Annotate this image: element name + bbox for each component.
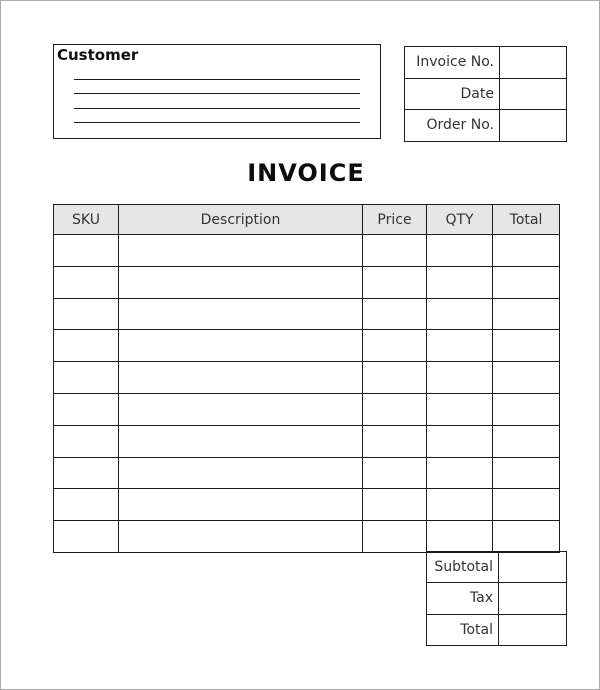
item-cell-description[interactable] — [119, 425, 363, 457]
item-cell-total[interactable] — [493, 330, 560, 362]
item-cell-qty[interactable] — [427, 235, 493, 267]
item-cell-total[interactable] — [493, 425, 560, 457]
item-cell-total[interactable] — [493, 298, 560, 330]
customer-label: Customer — [57, 46, 139, 64]
customer-box — [53, 44, 381, 139]
col-header-qty: QTY — [427, 205, 493, 235]
total-field[interactable] — [499, 614, 567, 645]
item-cell-qty[interactable] — [427, 393, 493, 425]
item-cell-price[interactable] — [363, 521, 427, 553]
date-field[interactable] — [500, 78, 567, 110]
item-cell-total[interactable] — [493, 457, 560, 489]
item-row — [54, 521, 560, 553]
item-cell-sku[interactable] — [54, 330, 119, 362]
invoice-no-label: Invoice No. — [405, 47, 500, 79]
col-header-price: Price — [363, 205, 427, 235]
subtotal-field[interactable] — [499, 552, 567, 583]
item-cell-qty[interactable] — [427, 362, 493, 394]
item-cell-qty[interactable] — [427, 457, 493, 489]
item-cell-description[interactable] — [119, 330, 363, 362]
item-cell-sku[interactable] — [54, 393, 119, 425]
item-cell-sku[interactable] — [54, 298, 119, 330]
summary-table — [426, 551, 567, 646]
col-header-total: Total — [493, 205, 560, 235]
item-cell-total[interactable] — [493, 489, 560, 521]
item-cell-qty[interactable] — [427, 489, 493, 521]
subtotal-label: Subtotal — [427, 552, 499, 583]
item-cell-price[interactable] — [363, 298, 427, 330]
invoice-info-table — [404, 46, 567, 142]
item-cell-total[interactable] — [493, 266, 560, 298]
item-cell-price[interactable] — [363, 457, 427, 489]
item-cell-sku[interactable] — [54, 362, 119, 394]
summary-row-subtotal — [427, 552, 567, 583]
summary-row-total — [427, 614, 567, 645]
item-row — [54, 425, 560, 457]
item-cell-description[interactable] — [119, 362, 363, 394]
item-cell-description[interactable] — [119, 521, 363, 553]
customer-line[interactable] — [74, 93, 360, 94]
total-label: Total — [427, 614, 499, 645]
item-cell-qty[interactable] — [427, 425, 493, 457]
tax-field[interactable] — [499, 583, 567, 614]
item-cell-total[interactable] — [493, 235, 560, 267]
item-cell-qty[interactable] — [427, 521, 493, 553]
item-cell-qty[interactable] — [427, 266, 493, 298]
item-row — [54, 362, 560, 394]
items-header-row — [54, 205, 560, 235]
item-cell-price[interactable] — [363, 362, 427, 394]
info-row-invoice-no — [405, 47, 567, 79]
item-cell-price[interactable] — [363, 425, 427, 457]
summary-row-tax — [427, 583, 567, 614]
item-cell-total[interactable] — [493, 362, 560, 394]
item-cell-description[interactable] — [119, 266, 363, 298]
item-row — [54, 298, 560, 330]
item-cell-description[interactable] — [119, 235, 363, 267]
item-cell-sku[interactable] — [54, 457, 119, 489]
col-header-sku: SKU — [54, 205, 119, 235]
item-cell-qty[interactable] — [427, 330, 493, 362]
item-cell-price[interactable] — [363, 489, 427, 521]
info-row-date — [405, 78, 567, 110]
item-row — [54, 266, 560, 298]
item-cell-total[interactable] — [493, 521, 560, 553]
item-row — [54, 393, 560, 425]
customer-line[interactable] — [74, 122, 360, 123]
item-row — [54, 330, 560, 362]
col-header-description: Description — [119, 205, 363, 235]
date-label: Date — [405, 78, 500, 110]
item-cell-price[interactable] — [363, 235, 427, 267]
item-cell-sku[interactable] — [54, 425, 119, 457]
order-no-label: Order No. — [405, 110, 500, 142]
item-cell-qty[interactable] — [427, 298, 493, 330]
order-no-field[interactable] — [500, 110, 567, 142]
item-cell-total[interactable] — [493, 393, 560, 425]
item-cell-description[interactable] — [119, 489, 363, 521]
invoice-title: INVOICE — [247, 159, 365, 187]
customer-line[interactable] — [74, 79, 360, 80]
item-cell-sku[interactable] — [54, 489, 119, 521]
item-cell-sku[interactable] — [54, 235, 119, 267]
item-row — [54, 489, 560, 521]
item-cell-price[interactable] — [363, 330, 427, 362]
item-cell-description[interactable] — [119, 393, 363, 425]
line-items-table — [53, 204, 560, 553]
item-cell-description[interactable] — [119, 457, 363, 489]
item-row — [54, 235, 560, 267]
item-cell-sku[interactable] — [54, 521, 119, 553]
item-cell-price[interactable] — [363, 393, 427, 425]
customer-line[interactable] — [74, 108, 360, 109]
invoice-no-field[interactable] — [500, 47, 567, 79]
item-cell-sku[interactable] — [54, 266, 119, 298]
tax-label: Tax — [427, 583, 499, 614]
item-cell-price[interactable] — [363, 266, 427, 298]
info-row-order-no — [405, 110, 567, 142]
item-row — [54, 457, 560, 489]
item-cell-description[interactable] — [119, 298, 363, 330]
